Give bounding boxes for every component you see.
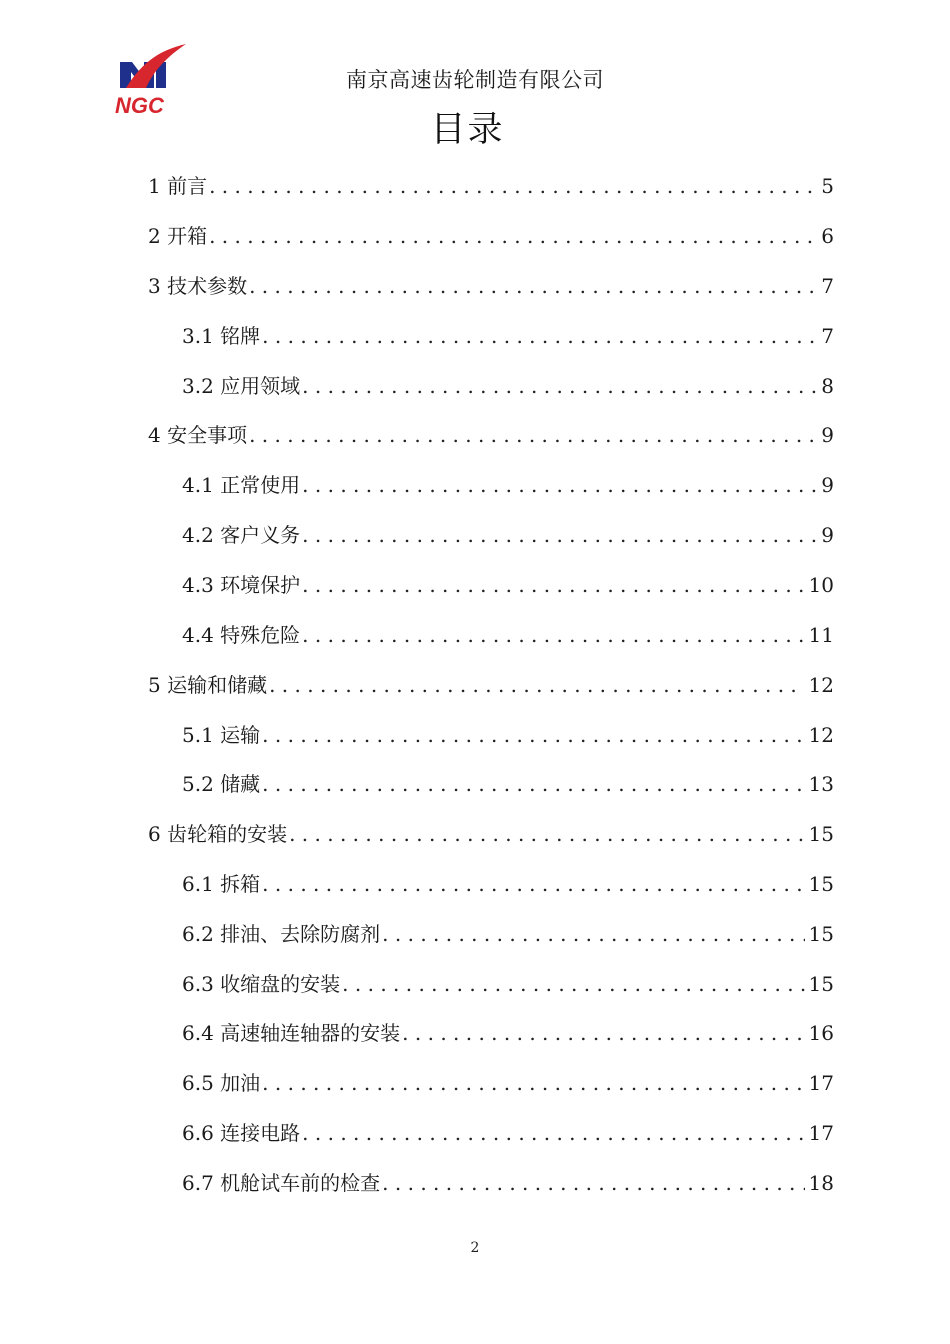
toc-leader-dots bbox=[249, 420, 817, 450]
toc-entry-label: 5.2 储藏 bbox=[182, 772, 261, 796]
toc-leader-dots bbox=[262, 769, 804, 799]
toc-entry-label: 6.5 加油 bbox=[182, 1071, 261, 1095]
toc-entry-label: 6.4 高速轴连轴器的安装 bbox=[182, 1021, 401, 1045]
toc-leader-dots bbox=[302, 620, 804, 650]
toc-entry-page: 5 bbox=[821, 174, 834, 198]
toc-entry-page: 12 bbox=[808, 723, 834, 747]
toc-entry-label: 4.2 客户义务 bbox=[182, 523, 301, 547]
toc-entry[interactable] bbox=[182, 470, 834, 500]
toc-leader-dots bbox=[382, 1168, 804, 1198]
toc-leader-dots bbox=[302, 520, 817, 550]
toc-entry-label: 4.4 特殊危险 bbox=[182, 623, 301, 647]
toc-entry[interactable] bbox=[148, 221, 834, 251]
toc-leader-dots bbox=[262, 321, 817, 351]
toc-entry-label: 6 齿轮箱的安装 bbox=[148, 822, 288, 846]
toc-entry-page: 6 bbox=[821, 224, 834, 248]
toc-entry-label: 5.1 运输 bbox=[182, 723, 261, 747]
toc-leader-dots bbox=[302, 371, 817, 401]
toc-entry[interactable] bbox=[148, 420, 834, 450]
toc-entry[interactable] bbox=[182, 1018, 834, 1048]
toc-entry[interactable] bbox=[182, 919, 834, 949]
toc-entry[interactable] bbox=[182, 969, 834, 999]
toc-leader-dots bbox=[402, 1018, 804, 1048]
toc-entry[interactable] bbox=[182, 1118, 834, 1148]
toc-leader-dots bbox=[209, 171, 817, 201]
toc-entry[interactable] bbox=[182, 869, 834, 899]
toc-entry-page: 16 bbox=[808, 1021, 834, 1045]
toc-title: 目录 bbox=[430, 110, 505, 150]
toc-leader-dots bbox=[262, 720, 804, 750]
toc-entry-label: 6.7 机舱试车前的检查 bbox=[182, 1171, 381, 1195]
toc-entry[interactable] bbox=[182, 620, 834, 650]
toc-entry-page: 13 bbox=[808, 772, 834, 796]
toc-entry[interactable] bbox=[148, 171, 834, 201]
toc-entry-label: 4 安全事项 bbox=[148, 423, 248, 447]
toc-entry-label: 3.1 铭牌 bbox=[182, 324, 261, 348]
page-number: 2 bbox=[470, 1240, 480, 1256]
toc-entry-page: 8 bbox=[821, 374, 834, 398]
toc-entry[interactable] bbox=[148, 819, 834, 849]
toc-entry[interactable] bbox=[182, 769, 834, 799]
toc-leader-dots bbox=[289, 819, 804, 849]
toc-entry-label: 3.2 应用领域 bbox=[182, 374, 301, 398]
toc-entry-page: 9 bbox=[821, 523, 834, 547]
ngc-logo-text: NGC bbox=[115, 93, 164, 118]
company-name: 南京高速齿轮制造有限公司 bbox=[346, 68, 604, 92]
toc-entry[interactable] bbox=[182, 520, 834, 550]
toc-entry-label: 4.3 环境保护 bbox=[182, 573, 301, 597]
toc-leader-dots bbox=[262, 869, 804, 899]
toc-entry-page: 7 bbox=[821, 274, 834, 298]
toc-leader-dots bbox=[302, 1118, 804, 1148]
toc-entry[interactable] bbox=[182, 371, 834, 401]
toc-leader-dots bbox=[342, 969, 804, 999]
toc-entry[interactable] bbox=[148, 670, 834, 700]
toc-entry-page: 9 bbox=[821, 473, 834, 497]
toc-leader-dots bbox=[249, 271, 817, 301]
toc-leader-dots bbox=[269, 670, 804, 700]
toc-entry-page: 15 bbox=[808, 822, 834, 846]
toc-entry[interactable] bbox=[148, 271, 834, 301]
toc-entry-page: 15 bbox=[808, 972, 834, 996]
toc-entry-page: 9 bbox=[821, 423, 834, 447]
toc-entry-page: 11 bbox=[808, 623, 834, 647]
toc-entry-page: 17 bbox=[808, 1071, 834, 1095]
toc-entry[interactable] bbox=[182, 321, 834, 351]
toc-entry-page: 15 bbox=[808, 922, 834, 946]
toc-entry-label: 4.1 正常使用 bbox=[182, 473, 301, 497]
toc-leader-dots bbox=[382, 919, 804, 949]
toc-entry-page: 17 bbox=[808, 1121, 834, 1145]
toc-entry-label: 6.2 排油、去除防腐剂 bbox=[182, 922, 381, 946]
toc-entry-label: 6.1 拆箱 bbox=[182, 872, 261, 896]
toc-entry-page: 7 bbox=[821, 324, 834, 348]
toc-entry-page: 10 bbox=[808, 573, 834, 597]
toc-entry-label: 1 前言 bbox=[148, 174, 208, 198]
toc-entry-page: 12 bbox=[808, 673, 834, 697]
toc-entry-label: 5 运输和储藏 bbox=[148, 673, 268, 697]
toc-entry[interactable] bbox=[182, 1168, 834, 1198]
toc-entry[interactable] bbox=[182, 570, 834, 600]
toc-entry-label: 6.6 连接电路 bbox=[182, 1121, 301, 1145]
toc-entry-page: 15 bbox=[808, 872, 834, 896]
toc-leader-dots bbox=[302, 570, 804, 600]
toc-entry-page: 18 bbox=[808, 1171, 834, 1195]
toc-entry-label: 2 开箱 bbox=[148, 224, 208, 248]
toc-leader-dots bbox=[262, 1068, 804, 1098]
toc-entry[interactable] bbox=[182, 720, 834, 750]
toc-entry-label: 6.3 收缩盘的安装 bbox=[182, 972, 341, 996]
toc-leader-dots bbox=[209, 221, 817, 251]
toc-leader-dots bbox=[302, 470, 817, 500]
toc-entry-label: 3 技术参数 bbox=[148, 274, 248, 298]
toc-entry[interactable] bbox=[182, 1068, 834, 1098]
